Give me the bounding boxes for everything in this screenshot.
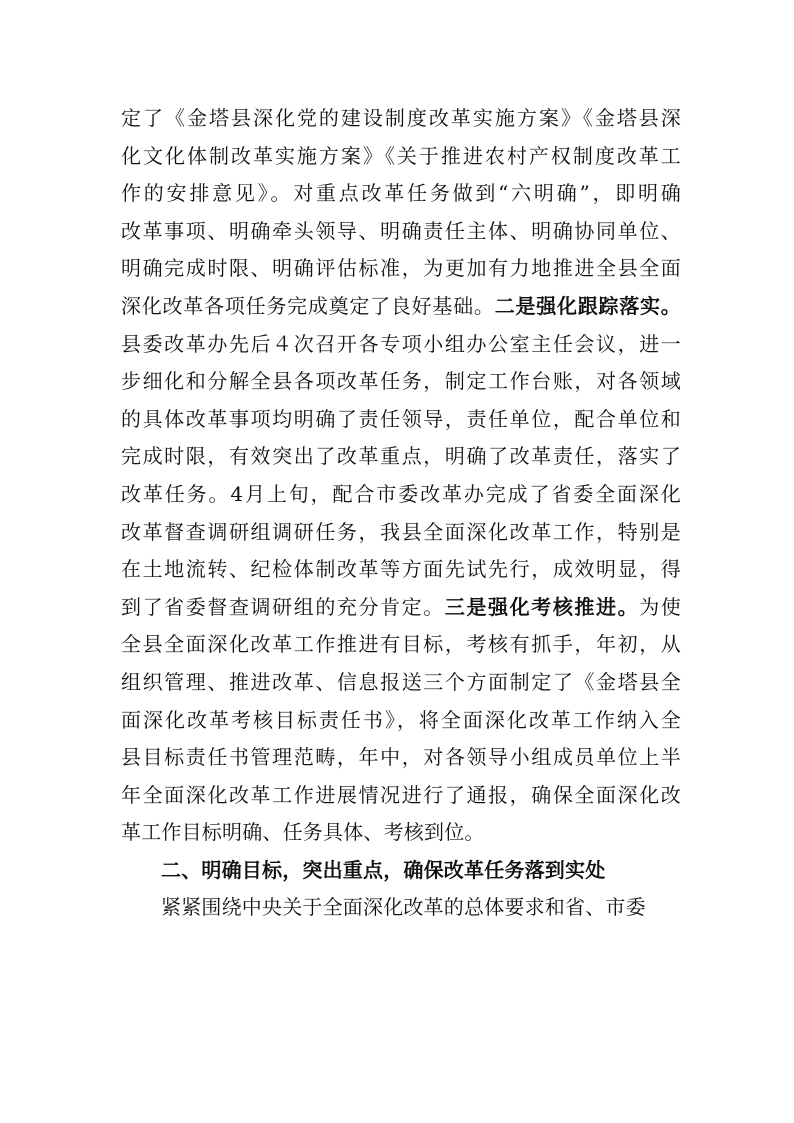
text-line-final: 紧紧围绕中央关于全面深化改革的总体要求和省、市委 xyxy=(161,895,646,920)
text-line-19: 年全面深化改革工作进展情况进行了通报，确保全面深化改 xyxy=(121,782,681,807)
text-line-17: 面深化改革考核目标责任书》，将全面深化改革工作纳入全 xyxy=(121,707,681,732)
text-line-20: 革工作目标明确、任务具体、考核到位。 xyxy=(121,820,485,845)
text-line-11: 改革任务。4月上旬，配合市委改革办完成了省委全面深化 xyxy=(121,481,681,506)
text-line-5: 明确完成时限、明确评估标准，为更加有力地推进全县全面 xyxy=(121,256,681,281)
body-text xyxy=(121,100,681,927)
text-line-13: 在土地流转、纪检体制改革等方面先试先行，成效明显，得 xyxy=(121,557,681,582)
text-line-18: 县目标责任书管理范畴，年中，对各领导小组成员单位上半 xyxy=(121,745,681,770)
text-line-7: 县委改革办先后４次召开各专项小组办公室主任会议，进一 xyxy=(121,331,681,356)
text-line-14-tail: 为使 xyxy=(639,594,681,619)
text-line-4: 改革事项、明确牵头领导、明确责任主体、明确协同单位、 xyxy=(121,218,681,243)
text-line-10: 完成时限，有效突出了改革重点，明确了改革责任，落实了 xyxy=(121,444,681,469)
text-line-14-normal: 到了省委督查调研组的充分肯定。 xyxy=(121,594,445,619)
text-line-6 xyxy=(121,288,681,326)
text-line-8: 步细化和分解全县各项改革任务，制定工作台账，对各领域 xyxy=(121,369,681,394)
text-line-15: 全县全面深化改革工作推进有目标，考核有抓手，年初，从 xyxy=(121,632,681,657)
subheading-track-implementation: 二是强化跟踪落实。 xyxy=(494,293,681,318)
text-line-9: 的具体改革事项均明确了责任领导，责任单位，配合单位和 xyxy=(121,406,681,431)
text-line-3: 作的安排意见》。对重点改革任务做到“六明确”，即明确 xyxy=(121,181,681,206)
text-line-12: 改革督查调研组调研任务，我县全面深化改革工作，特别是 xyxy=(121,519,681,544)
text-line-6-normal: 深化改革各项任务完成奠定了良好基础。 xyxy=(121,293,495,318)
text-line-14 xyxy=(121,589,681,627)
text-line-2: 化文化体制改革实施方案》《关于推进农村产权制度改革工 xyxy=(121,143,681,168)
text-line-16: 组织管理、推进改革、信息报送三个方面制定了《金塔县全 xyxy=(121,669,681,694)
section-heading: 二、明确目标，突出重点，确保改革任务落到实处 xyxy=(161,857,606,882)
subheading-assessment: 三是强化考核推进。 xyxy=(444,594,640,619)
text-line-1: 定了《金塔县深化党的建设制度改革实施方案》《金塔县深 xyxy=(121,106,681,130)
